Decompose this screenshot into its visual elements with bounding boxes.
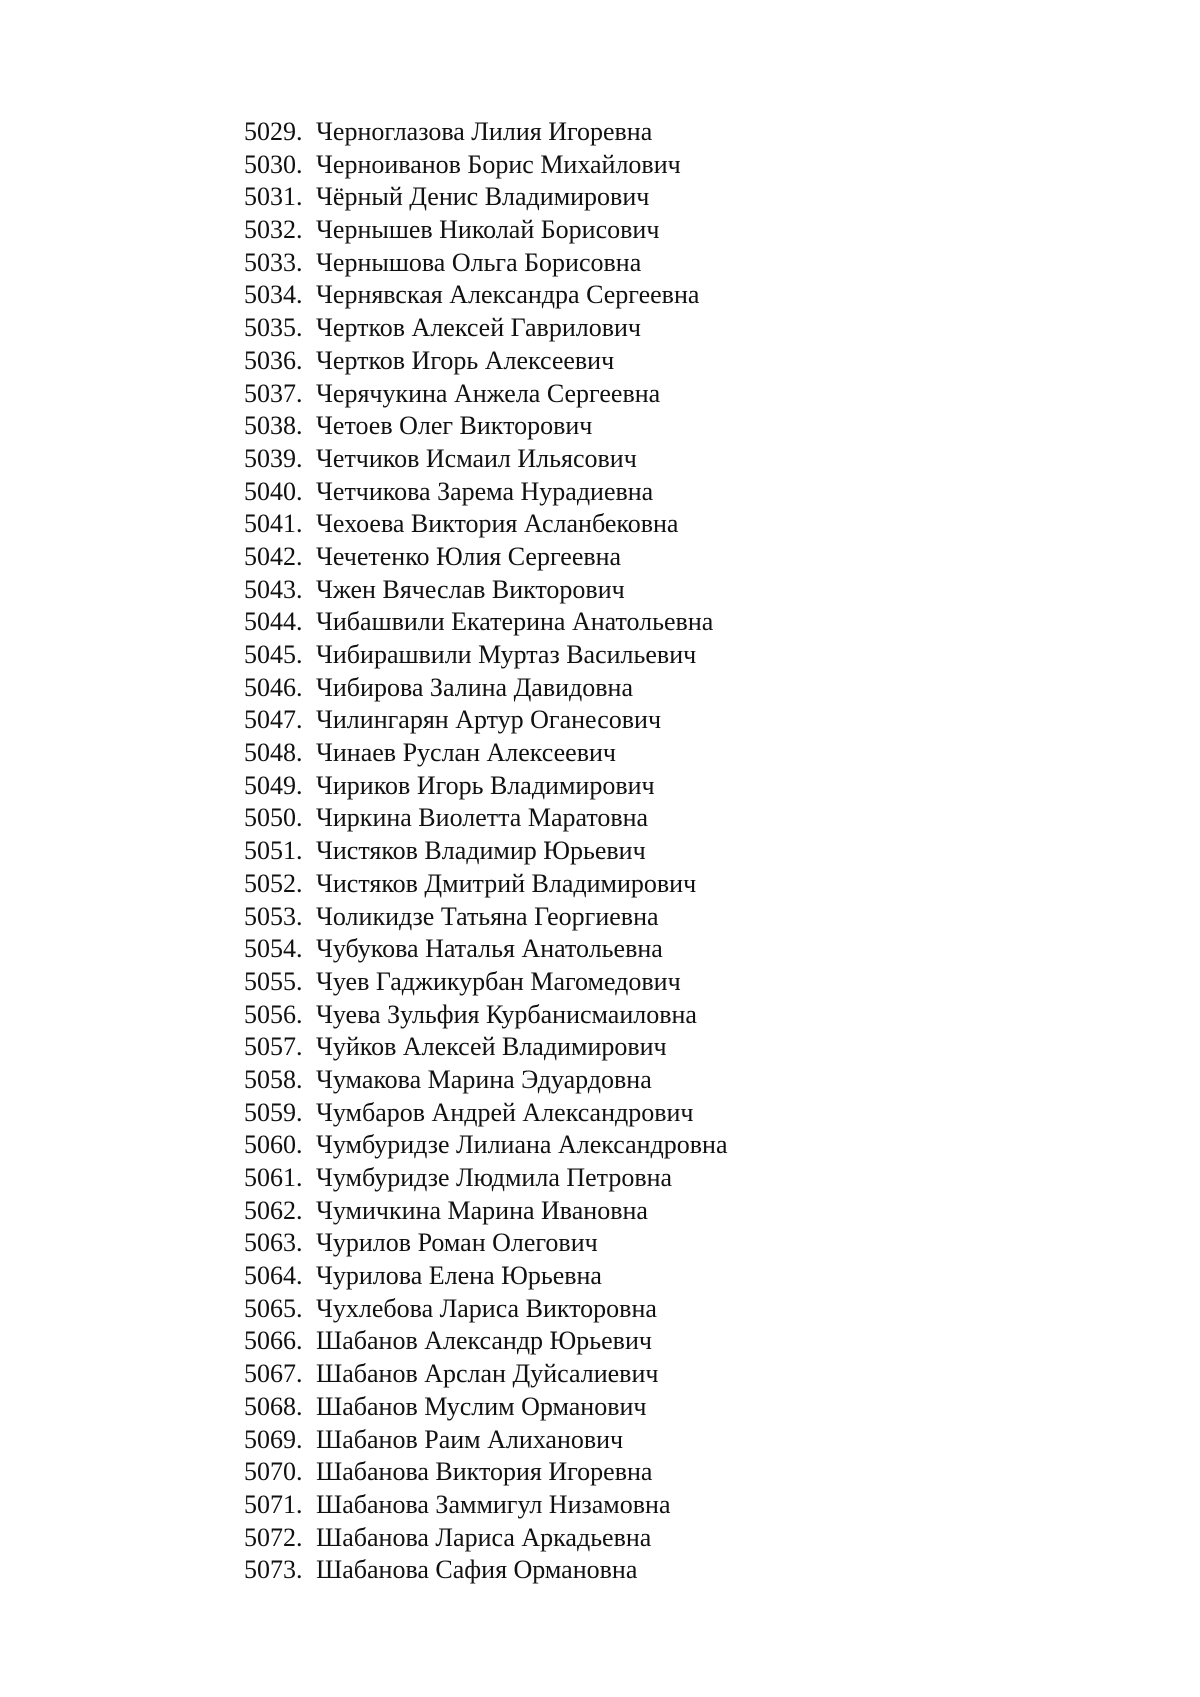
list-item — [244, 149, 728, 182]
entry-full-name: Четчиков Исмаил Ильясович — [316, 443, 637, 473]
entry-number: 5071. — [244, 1489, 303, 1519]
entry-full-name: Чернявская Александра Сергеевна — [316, 280, 700, 310]
list-item — [244, 1325, 728, 1358]
entry-full-name: Черячукина Анжела Сергеевна — [316, 378, 661, 408]
entry-full-name: Чумбуридзе Лилиана Александровна — [316, 1130, 728, 1160]
list-item — [244, 508, 728, 541]
list-item — [244, 1031, 728, 1064]
list-item — [244, 1064, 728, 1097]
entry-number: 5048. — [244, 738, 303, 768]
entry-full-name: Чибирашвили Муртаз Васильевич — [316, 640, 697, 669]
entry-number: 5044. — [244, 607, 303, 637]
entry-number: 5063. — [244, 1228, 303, 1258]
entry-number: 5072. — [244, 1522, 303, 1552]
list-item — [244, 672, 728, 705]
list-item — [244, 1391, 728, 1424]
entry-full-name: Чертков Игорь Алексеевич — [316, 345, 615, 375]
entry-number: 5039. — [244, 443, 303, 473]
entry-full-name: Чуева Зульфия Курбанисмаиловна — [316, 999, 697, 1029]
entry-number: 5058. — [244, 1064, 303, 1094]
entry-full-name: Чернышев Николай Борисович — [316, 215, 660, 245]
list-item — [244, 1162, 728, 1195]
entry-full-name: Чжен Вячеслав Викторович — [316, 574, 625, 604]
list-item — [244, 835, 728, 868]
entry-full-name: Чумакова Марина Эдуардовна — [316, 1064, 652, 1094]
list-item — [244, 1554, 728, 1587]
entry-number: 5052. — [244, 868, 303, 898]
entry-full-name: Чумичкина Марина Ивановна — [316, 1195, 648, 1225]
entry-full-name: Чибашвили Екатерина Анатольевна — [316, 607, 714, 637]
list-item — [244, 1489, 728, 1522]
entry-full-name: Шабанов Муслим Орманович — [316, 1391, 647, 1421]
entry-number: 5053. — [244, 901, 303, 931]
entry-full-name: Черноиванов Борис Михайлович — [316, 149, 681, 179]
entry-number: 5037. — [244, 378, 303, 408]
list-item — [244, 1097, 728, 1130]
entry-full-name: Чертков Алексей Гаврилович — [316, 313, 641, 343]
entry-full-name: Чинаев Руслан Алексеевич — [316, 738, 616, 768]
entry-number: 5059. — [244, 1097, 303, 1127]
entry-full-name: Шабанова Виктория Игоревна — [316, 1457, 653, 1487]
list-item — [244, 1129, 728, 1162]
entry-number: 5038. — [244, 411, 303, 441]
list-item — [244, 868, 728, 901]
entry-number: 5029. — [244, 117, 303, 146]
entry-number: 5051. — [244, 836, 303, 866]
entry-number: 5060. — [244, 1130, 303, 1160]
entry-full-name: Чистяков Владимир Юрьевич — [316, 836, 646, 866]
list-item — [244, 181, 728, 214]
entry-full-name: Чуйков Алексей Владимирович — [316, 1032, 667, 1062]
list-item — [244, 116, 728, 149]
entry-number: 5054. — [244, 934, 303, 964]
list-item — [244, 410, 728, 443]
entry-number: 5068. — [244, 1391, 303, 1421]
list-item — [244, 279, 728, 312]
entry-full-name: Чилингарян Артур Оганесович — [316, 705, 662, 735]
entry-full-name: Чернышова Ольга Борисовна — [316, 247, 642, 277]
list-item — [244, 1260, 728, 1293]
entry-number: 5061. — [244, 1163, 303, 1192]
entry-number: 5033. — [244, 247, 303, 277]
entry-number: 5036. — [244, 345, 303, 375]
entry-number: 5050. — [244, 803, 303, 833]
list-item — [244, 606, 728, 639]
entry-number: 5057. — [244, 1032, 303, 1062]
entry-full-name: Чуев Гаджикурбан Магомедович — [316, 966, 681, 996]
list-item — [244, 312, 728, 345]
list-item — [244, 1424, 728, 1457]
list-item — [244, 966, 728, 999]
entry-number: 5031. — [244, 182, 303, 212]
entry-full-name: Черноглазова Лилия Игоревна — [316, 117, 653, 146]
entry-number: 5056. — [244, 999, 303, 1029]
entry-number: 5069. — [244, 1424, 303, 1454]
list-item — [244, 1195, 728, 1228]
list-item — [244, 770, 728, 803]
list-item — [244, 574, 728, 607]
entry-full-name: Чурилов Роман Олегович — [316, 1228, 598, 1258]
entry-number: 5040. — [244, 476, 303, 506]
entry-number: 5042. — [244, 541, 303, 571]
entry-full-name: Чиркина Виолетта Маратовна — [316, 803, 649, 833]
entry-full-name: Чурилова Елена Юрьевна — [316, 1261, 602, 1291]
entry-full-name: Шабанов Александр Юрьевич — [316, 1326, 652, 1356]
list-item — [244, 1227, 728, 1260]
list-item — [244, 737, 728, 770]
entry-full-name: Шабанова Сафия Ормановна — [316, 1555, 638, 1585]
entry-number: 5046. — [244, 672, 303, 702]
entry-number: 5041. — [244, 509, 303, 539]
entry-full-name: Шабанова Заммигул Низамовна — [316, 1489, 671, 1519]
list-item — [244, 1522, 728, 1555]
list-item — [244, 639, 728, 672]
list-item — [244, 378, 728, 411]
list-item — [244, 476, 728, 509]
entry-full-name: Чубукова Наталья Анатольевна — [316, 934, 663, 964]
list-item — [244, 345, 728, 378]
entry-full-name: Шабанова Лариса Аркадьевна — [316, 1522, 652, 1552]
list-item — [244, 999, 728, 1032]
list-item — [244, 214, 728, 247]
list-item — [244, 802, 728, 835]
entry-number: 5073. — [244, 1555, 303, 1585]
list-item — [244, 1358, 728, 1391]
list-item — [244, 443, 728, 476]
entry-number: 5032. — [244, 215, 303, 245]
entry-number: 5035. — [244, 313, 303, 343]
entry-number: 5066. — [244, 1326, 303, 1356]
entry-full-name: Чириков Игорь Владимирович — [316, 770, 655, 800]
list-item — [244, 1456, 728, 1489]
entry-full-name: Чёрный Денис Владимирович — [316, 182, 650, 212]
entry-number: 5062. — [244, 1195, 303, 1225]
entry-full-name: Чечетенко Юлия Сергеевна — [316, 541, 622, 571]
entry-number: 5065. — [244, 1293, 303, 1323]
entry-number: 5049. — [244, 770, 303, 800]
entry-number: 5043. — [244, 574, 303, 604]
list-item — [244, 704, 728, 737]
entry-number: 5064. — [244, 1261, 303, 1291]
entry-full-name: Чухлебова Лариса Викторовна — [316, 1293, 657, 1323]
list-item — [244, 933, 728, 966]
entry-full-name: Чехоева Виктория Асланбековна — [316, 509, 679, 539]
entry-full-name: Чумбуридзе Людмила Петровна — [316, 1163, 673, 1192]
entry-full-name: Чистяков Дмитрий Владимирович — [316, 868, 697, 898]
entry-full-name: Четчикова Зарема Нурадиевна — [316, 476, 654, 506]
list-item — [244, 901, 728, 934]
entry-full-name: Шабанов Арслан Дуйсалиевич — [316, 1359, 659, 1389]
entry-full-name: Чумбаров Андрей Александрович — [316, 1097, 694, 1127]
entry-number: 5067. — [244, 1359, 303, 1389]
list-item — [244, 541, 728, 574]
list-item — [244, 247, 728, 280]
name-list — [244, 116, 728, 1587]
entry-full-name: Чибирова Залина Давидовна — [316, 672, 633, 702]
entry-number: 5047. — [244, 705, 303, 735]
entry-number: 5070. — [244, 1457, 303, 1487]
entry-number: 5045. — [244, 640, 303, 669]
entry-number: 5030. — [244, 149, 303, 179]
list-item — [244, 1293, 728, 1326]
entry-full-name: Чоликидзе Татьяна Георгиевна — [316, 901, 659, 931]
entry-number: 5034. — [244, 280, 303, 310]
entry-full-name: Шабанов Раим Алиханович — [316, 1424, 624, 1454]
entry-full-name: Четоев Олег Викторович — [316, 411, 593, 441]
entry-number: 5055. — [244, 966, 303, 996]
